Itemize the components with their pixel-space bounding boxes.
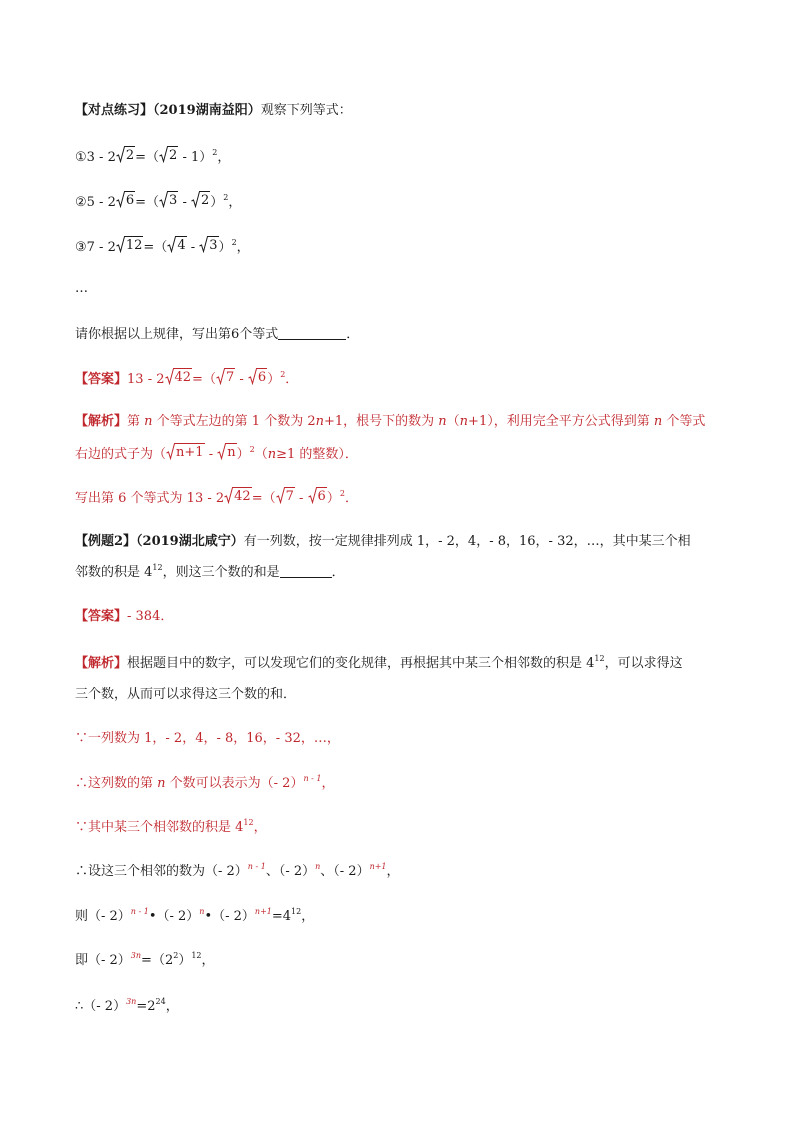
analysis-label: 【解析】 [75, 656, 128, 671]
example-text: 邻数的积是 4 [75, 565, 153, 580]
step-text: =2 [136, 999, 156, 1014]
analysis-text: 第 [127, 414, 145, 429]
step-text: •（- 2） [148, 909, 200, 924]
punctuation: ， [217, 150, 231, 165]
step-text: 个数可以表示为（- 2） [165, 776, 304, 791]
radicand: 2 [125, 148, 135, 163]
analysis-text: ，可以求得这 [604, 656, 683, 671]
exponent: n - 1 [303, 774, 322, 783]
exponent: 12 [191, 951, 202, 960]
step-text: 、（- 2） [265, 864, 316, 879]
step-text: =（2 [141, 953, 174, 968]
punctuation: ， [386, 864, 400, 879]
exponent: 2 [173, 951, 179, 960]
example-heading [75, 532, 691, 552]
radicand: 6 [257, 370, 267, 385]
radical-sign-icon [276, 487, 285, 504]
radical [191, 191, 210, 208]
exponent: 2 [339, 489, 345, 498]
practice-analysis-line-3 [75, 487, 358, 509]
step-text: ∵其中某三个相邻数的积是 4 [75, 820, 244, 835]
exponent: 2 [223, 193, 229, 202]
equals: =（ [135, 150, 160, 165]
radical [216, 368, 235, 385]
exponent: 2 [249, 445, 255, 454]
radical [116, 191, 135, 208]
answer-blank [280, 563, 332, 578]
practice-source: （2019湖南益阳） [153, 103, 261, 118]
analysis-text: 个等式左边的第 1 个数为 2 [152, 414, 316, 429]
example-question [75, 563, 345, 583]
variable-n: n [144, 414, 153, 429]
analysis-text: （ [254, 447, 268, 462]
step-2 [75, 774, 335, 794]
analysis-text: ） [236, 447, 250, 462]
step-text: ∴设这三个相邻的数为（- 2） [75, 864, 248, 879]
variable-n: n [653, 414, 663, 429]
equation-number: ③ [75, 240, 87, 255]
example-text: ，则这三个数的和是 [162, 565, 280, 580]
exponent: n+1 [254, 907, 272, 916]
radical [166, 443, 205, 460]
variable-n: n [157, 776, 166, 791]
step-7 [75, 997, 179, 1017]
exponent: 2 [212, 148, 218, 157]
exponent: 2 [231, 238, 237, 247]
equation-1 [75, 146, 230, 168]
variable-n: n [315, 414, 324, 429]
radical-sign-icon [116, 236, 125, 253]
exponent: n - 1 [130, 907, 149, 916]
analysis-text: ） [326, 491, 340, 506]
practice-label: 【对点练习】 [75, 103, 154, 118]
punctuation: ． [344, 491, 358, 506]
equals: =（ [192, 372, 216, 387]
analysis-text: 根据题目中的数字，可以发现它们的变化规律，再根据其中某三个相邻数的积是 4 [127, 656, 595, 671]
step-text: ） [178, 953, 192, 968]
radical [159, 191, 178, 208]
radical [224, 487, 252, 504]
radical [159, 146, 178, 163]
example-analysis-line-1 [75, 654, 683, 674]
equation-3 [75, 236, 250, 258]
radical [116, 146, 135, 163]
radical-sign-icon [199, 236, 208, 253]
practice-heading [75, 101, 352, 121]
punctuation: ． [285, 372, 299, 387]
step-text: •（- 2） [204, 909, 255, 924]
radical [165, 368, 193, 385]
radicand: 4 [177, 238, 186, 253]
analysis-label: 【解析】 [75, 414, 128, 429]
radical-sign-icon [248, 368, 257, 385]
radicand: 2 [169, 148, 178, 163]
variable-n: n [267, 447, 277, 462]
exponent: 3n [126, 997, 137, 1006]
minus: - [294, 491, 308, 506]
radical [116, 236, 144, 253]
step-text: 、（- 2） [320, 864, 370, 879]
equation-2 [75, 191, 241, 213]
radical-sign-icon [166, 443, 175, 460]
radical [276, 487, 295, 504]
analysis-text: 右边的式子为（ [75, 447, 167, 462]
step-text: ∴这列数的第 [75, 776, 158, 791]
radical-sign-icon [217, 443, 226, 460]
equation-tail: - 1） [178, 150, 213, 165]
punctuation: ， [228, 195, 242, 210]
minus: - [186, 240, 200, 255]
minus: - [204, 447, 218, 462]
radicand: 3 [209, 238, 218, 253]
variable-n: n [438, 414, 447, 429]
step-text: =4 [271, 909, 292, 924]
radical [199, 236, 218, 253]
radical-sign-icon [167, 236, 176, 253]
radical-sign-icon [116, 191, 125, 208]
radicand: 7 [285, 489, 294, 504]
equals: =（ [135, 195, 160, 210]
analysis-text: （ [446, 414, 460, 429]
punctuation: ， [236, 240, 250, 255]
equals: =（ [251, 491, 276, 506]
radicand: 7 [225, 370, 235, 385]
punctuation: ， [321, 776, 335, 791]
radicand: 3 [169, 193, 178, 208]
radical-sign-icon [308, 487, 317, 504]
example-analysis-line-2: 三个数，从而可以求得这三个数的和． [75, 687, 297, 702]
radicand: 42 [174, 370, 192, 385]
equation-tail: ） [267, 372, 281, 387]
variable-n: n [459, 414, 469, 429]
punctuation: ， [253, 820, 267, 835]
answer-label: 【答案】 [75, 372, 128, 387]
equation-left: 5 - 2 [86, 195, 116, 210]
practice-analysis-line-1 [75, 412, 705, 432]
punctuation: ． [346, 327, 360, 342]
equation-left: 3 - 2 [86, 150, 116, 165]
punctuation: ， [201, 953, 215, 968]
analysis-text: +1），利用完全平方公式得到第 [468, 414, 654, 429]
equation-tail: ） [210, 195, 224, 210]
step-1: ∵一列数为 1，- 2，4，- 8，16，- 32，…， [75, 731, 340, 746]
radical-sign-icon [224, 487, 233, 504]
radicand: 6 [125, 193, 135, 208]
radicand: 12 [125, 238, 143, 253]
radical [248, 368, 267, 385]
step-5 [75, 907, 314, 927]
equation-number: ① [75, 150, 87, 165]
example-answer [75, 607, 173, 627]
punctuation: ． [331, 565, 345, 580]
radical-sign-icon [216, 368, 225, 385]
radicand: 6 [317, 489, 326, 504]
step-3 [75, 818, 267, 838]
radicand: 42 [234, 489, 251, 504]
radical [167, 236, 186, 253]
radicand: n+1 [176, 445, 204, 460]
practice-intro: 观察下列等式： [260, 103, 352, 118]
analysis-text: +1，根号下的数为 [323, 414, 439, 429]
analysis-text: 写出第 6 个等式为 13 - 2 [75, 491, 225, 506]
minus: - [178, 195, 191, 210]
practice-analysis-line-2 [75, 443, 358, 465]
answer-blank [278, 325, 346, 340]
ellipsis: … [75, 281, 88, 296]
step-4 [75, 862, 400, 882]
step-text: 即（- 2） [75, 953, 131, 968]
example-text: 有一列数，按一定规律排列成 1，- 2，4，- 8，16，- 32，…，其中某三个相 [243, 534, 691, 549]
exponent: 12 [291, 907, 302, 916]
punctuation: ， [165, 999, 179, 1014]
radicand: 2 [201, 193, 210, 208]
radical [217, 443, 236, 460]
example-label: 【例题2】 [75, 534, 137, 549]
exponent: 2 [280, 370, 286, 379]
exponent: 3n [130, 951, 142, 960]
equation-left: 7 - 2 [86, 240, 116, 255]
practice-question [75, 325, 359, 345]
step-text: ∴（- 2） [75, 999, 127, 1014]
exponent: 12 [594, 654, 605, 663]
exponent: 12 [152, 563, 163, 572]
equation-left: 13 - 2 [127, 372, 165, 387]
analysis-text: ≥1 的整数）． [276, 447, 358, 462]
equation-tail: ） [218, 240, 232, 255]
exponent: 24 [155, 997, 166, 1006]
step-6 [75, 951, 215, 971]
radical [308, 487, 327, 504]
radical-sign-icon [159, 191, 168, 208]
punctuation: ， [301, 909, 315, 924]
radical-sign-icon [165, 368, 174, 385]
analysis-text: 个等式 [662, 414, 706, 429]
radical-sign-icon [159, 146, 168, 163]
exponent: 12 [243, 818, 254, 827]
example-source: （2019湖北咸宁） [136, 534, 244, 549]
answer-label: 【答案】 [75, 609, 128, 624]
equals: =（ [143, 240, 168, 255]
question-text: 请你根据以上规律，写出第6个等式 [75, 327, 279, 342]
exponent: n [315, 862, 321, 871]
exponent: n - 1 [247, 862, 266, 871]
step-text: 则（- 2） [75, 909, 131, 924]
equation-number: ② [75, 195, 87, 210]
practice-answer [75, 368, 298, 390]
exponent: n+1 [369, 862, 387, 871]
exponent: n [199, 907, 205, 916]
radicand: n [227, 445, 236, 460]
answer-value: - 384． [127, 609, 174, 624]
minus: - [235, 372, 248, 387]
radical-sign-icon [191, 191, 200, 208]
radical-sign-icon [116, 146, 125, 163]
